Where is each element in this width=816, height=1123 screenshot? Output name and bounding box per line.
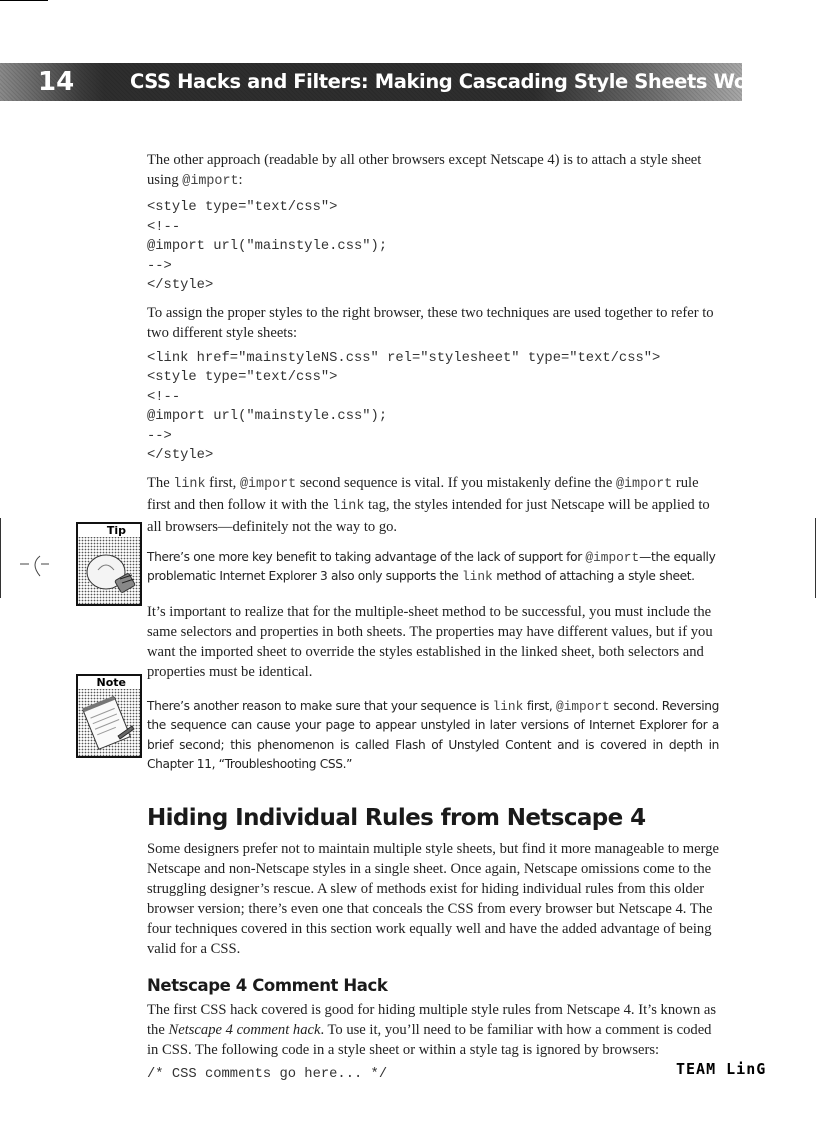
inline-code: @import <box>182 174 239 189</box>
inline-code: link <box>461 569 493 585</box>
inline-code: link <box>173 476 206 492</box>
inline-code: @import <box>585 549 640 565</box>
code-block: /* CSS comments go here... */ <box>147 1067 388 1083</box>
text-run: : <box>238 172 243 188</box>
code-block: <style type="text/css"> <!-- @import url("mainstyle.css"); --> </style> <box>147 200 388 293</box>
text-run: The <box>147 474 174 491</box>
tip-icon <box>76 522 142 606</box>
note-icon <box>76 674 142 758</box>
inline-code: link <box>332 498 365 514</box>
text-run: rule first and then follow it with the <box>147 474 699 513</box>
text-run: The first CSS hack covered is good for hiding multiple style rules from Netscape 4. It’s known as the <box>147 1002 717 1039</box>
team-ling-watermark: TEAM LinG <box>676 1060 767 1078</box>
crop-mark-icon <box>20 554 50 578</box>
paragraph: To assign the proper styles to the right browser, these two techniques are used together to refer to two different style sheets: <box>147 304 714 341</box>
paragraph <box>147 473 719 537</box>
note-icon-label: Note <box>78 676 140 689</box>
text-run: . To use it, you’ll need to be familiar with how a comment is coded in CSS. The following code in a style sheet or within a style tag is ignored by browsers: <box>147 1022 712 1059</box>
paragraph <box>147 1000 719 1060</box>
paragraph <box>147 150 719 192</box>
page-body <box>147 150 719 1085</box>
chapter-header-bar <box>0 63 769 101</box>
paragraph: It’s important to realize that for the multiple-sheet method to be successful, you must include the same selectors and properties in both sheets. The properties may have different values, but if you want the imported sheet to override the styles established in the linked sheet, both selectors and properties must be identical. <box>147 603 713 680</box>
text-run: method of attaching a style sheet. <box>492 569 695 584</box>
inline-code: @import <box>239 476 297 492</box>
inline-code: @import <box>556 698 610 714</box>
subsection-heading: Netscape 4 Comment Hack <box>147 976 388 996</box>
text-run: There’s one more key benefit to taking advantage of the lack of support for <box>147 549 586 564</box>
tip-text <box>147 548 719 587</box>
text-run: tag, the styles intended for just Netscape will be applied to all browsers—definitely not the way to go. <box>147 496 710 535</box>
text-run: second. Reversing the sequence can cause your page to appear unstyled in later versions of Internet Explorer for a brief second; this phenomenon is called Flash of Unstyled Content and is covered in depth in Chapter 11, “Troubleshooting CSS.” <box>147 698 719 772</box>
text-run: There’s another reason to make sure that your sequence is <box>147 698 493 713</box>
code-block: <link href="mainstyleNS.css" rel="stylesheet" type="text/css"> <style type="text/css"> <!-- @import url("mainstyle.css"); --> </style> <box>147 350 661 463</box>
text-run: second sequence is vital. If you mistakenly define the <box>296 474 616 491</box>
margin-rule-left <box>0 518 1 598</box>
text-run: —the equally problematic Internet Explorer 3 also only supports the <box>147 549 716 584</box>
page-number: 14 <box>38 67 75 97</box>
text-run: first, <box>523 698 557 713</box>
inline-code: @import <box>615 476 673 492</box>
paragraph: Some designers prefer not to maintain multiple style sheets, but find it more manageable to merge Netscape and non-Netscape styles in a single sheet. Once again, Netscape omissions come to the struggling designer’s rescue. A slew of methods exist for hiding individual rules from this older browser version; there’s even one that conceals the CSS from every browser but Netscape 4. The four techniques covered in this section work equally well and have the added advantage of being valid for a CSS. <box>147 841 719 958</box>
top-rule <box>0 0 48 1</box>
text-run: The other approach (readable by all other browsers except Netscape 4) is to attach a style sheet using <box>147 152 702 188</box>
chapter-title: CSS Hacks and Filters: Making Cascading Style Sheets Work <box>130 70 769 93</box>
text-run: first, <box>205 474 240 491</box>
inline-code: link <box>492 698 524 714</box>
section-heading: Hiding Individual Rules from Netscape 4 <box>147 805 646 832</box>
emphasis: Netscape 4 comment hack <box>168 1022 321 1039</box>
tip-icon-label: Tip <box>78 524 140 537</box>
note-text <box>147 697 719 775</box>
